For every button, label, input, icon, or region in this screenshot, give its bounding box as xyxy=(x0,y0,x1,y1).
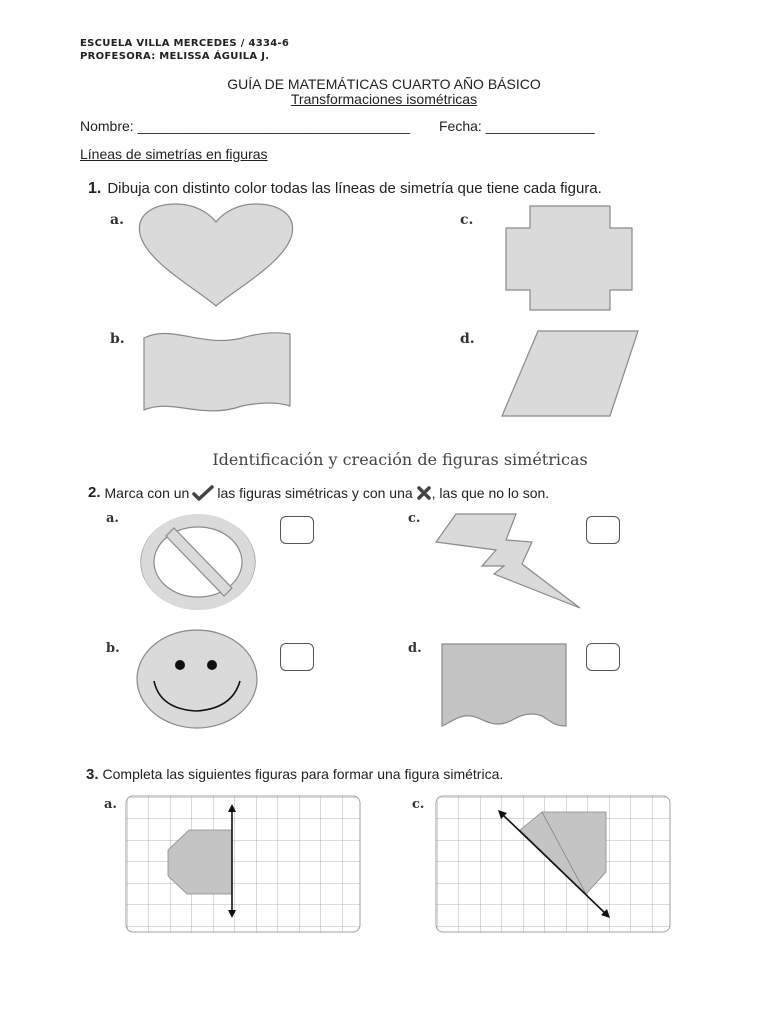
section1-heading: Líneas de simetrías en figuras xyxy=(80,146,268,162)
cross-icon xyxy=(417,486,431,500)
ex1-label-c: c. xyxy=(460,212,474,228)
exercise-3-number: 3. xyxy=(86,766,99,783)
answer-box-c[interactable] xyxy=(586,516,620,544)
answer-box-d[interactable] xyxy=(586,643,620,671)
date-field: Fecha: ______________ xyxy=(439,118,595,134)
school-name: ESCUELA VILLA MERCEDES / 4334-6 xyxy=(80,38,290,49)
exercise-2-text-1: Marca con un xyxy=(104,484,190,501)
ex1-label-a: a. xyxy=(110,212,124,228)
answer-box-b[interactable] xyxy=(280,643,314,671)
section2-heading: Identificación y creación de figuras simétricas xyxy=(212,450,588,469)
ex2-label-d: d. xyxy=(408,641,422,656)
ex2-label-b: b. xyxy=(106,641,120,656)
exercise-1-text: Dibuja con distinto color todas las líneas de simetría que tiene cada figura. xyxy=(107,180,602,197)
parallelogram-shape xyxy=(500,330,640,418)
ex3-label-c: c. xyxy=(412,797,425,812)
ex1-label-d: d. xyxy=(460,331,475,347)
lightning-bolt xyxy=(434,512,582,610)
torn-paper xyxy=(440,642,568,728)
wave-flag-shape xyxy=(142,330,292,412)
exercise-2-instruction xyxy=(88,484,549,501)
ex1-label-b: b. xyxy=(110,331,125,347)
smiley-face xyxy=(136,629,258,729)
exercise-1-number: 1. xyxy=(88,180,102,197)
symmetry-grid-a xyxy=(124,794,362,934)
answer-box-a[interactable] xyxy=(280,516,314,544)
prohibition-sign xyxy=(138,512,258,612)
exercise-3-instruction xyxy=(86,766,503,783)
exercise-3-text: Completa las siguientes figuras para formar una figura simétrica. xyxy=(102,766,504,782)
ex2-label-a: a. xyxy=(106,511,119,526)
exercise-1-instruction xyxy=(88,180,602,198)
page-subtitle: Transformaciones isométricas xyxy=(290,91,478,107)
exercise-2-number: 2. xyxy=(88,484,101,501)
name-field: Nombre: ___________________________________ xyxy=(80,118,411,134)
symmetry-grid-c xyxy=(434,794,672,934)
page-title: GUÍA DE MATEMÁTICAS CUARTO AÑO BÁSICO xyxy=(227,76,541,92)
cross-shape xyxy=(504,206,636,310)
heart-shape xyxy=(138,204,294,308)
check-icon xyxy=(193,486,213,500)
ex2-label-c: c. xyxy=(408,511,421,526)
teacher-name: PROFESORA: MELISSA ÁGUILA J. xyxy=(80,51,270,62)
ex3-label-a: a. xyxy=(104,797,117,812)
exercise-2-text-3: , las que no lo son. xyxy=(431,484,550,501)
exercise-2-text-2: las figuras simétricas y con una xyxy=(217,484,413,501)
